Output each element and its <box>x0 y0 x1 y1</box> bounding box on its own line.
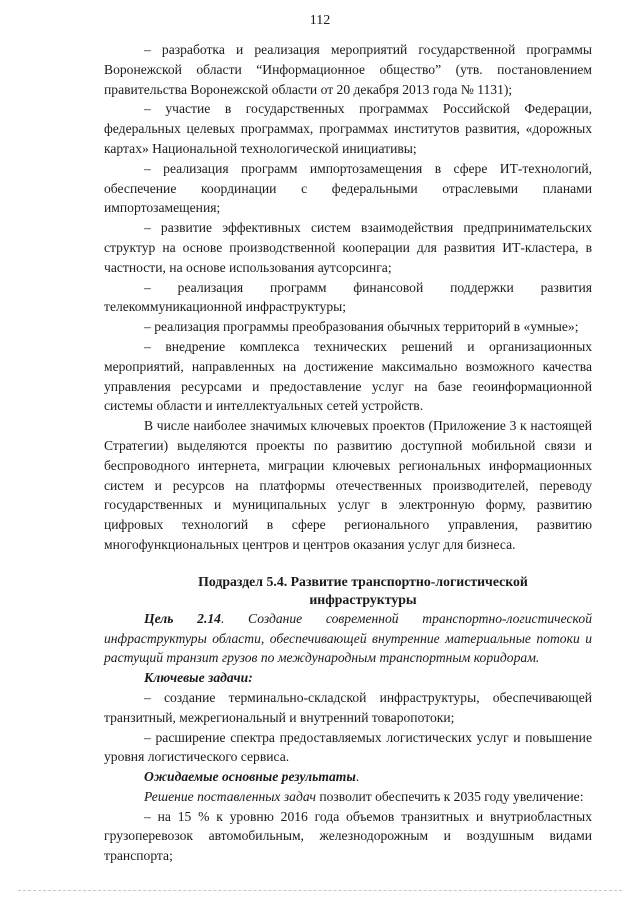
goal-text: . Создание современной транспортно-логистической инфраструктуры области, обеспечивающей внутренние материальные потоки и растущий транзит грузов по международным транспортным коридорам. <box>104 610 592 666</box>
key-projects-paragraph: В числе наиболее значимых ключевых проектов (Приложение 3 к настоящей Стратегии) выделяются проекты по развитию доступной мобильной связи и беспроводного интернета, миграции ключевых региональных информационных систем и ресурсов на платформы отечественных производителей, переводу государственных и муниципальных услуг в электронную форму, развитию цифровых технологий в сфере регионального управления, развитию многофункциональных центров и центров оказания услуг для бизнеса. <box>104 418 592 552</box>
results-intro-italic: Решение поставленных задач <box>144 788 316 804</box>
subsection-title-line: Подраздел 5.4. Развитие транспортно-логистической <box>198 573 528 589</box>
results-heading-paragraph <box>104 767 592 787</box>
bullet-item: – реализация программ финансовой поддержки развития телекоммуникационной инфраструктуры; <box>104 279 592 315</box>
subsection-title-line: инфраструктуры <box>309 591 417 607</box>
result-item: – на 15 % к уровню 2016 года объемов транзитных и внутриобластных грузоперевозок автомобильным, железнодорожным и воздушным видами транспорта; <box>104 808 592 864</box>
bullet-item: – реализация программ импортозамещения в сфере ИТ-технологий, обеспечение координации с федеральными отраслевыми планами импортозамещения; <box>104 160 592 216</box>
results-intro-paragraph <box>104 787 592 807</box>
results-heading: Ожидаемые основные результаты <box>144 769 356 785</box>
task-item: – расширение спектра предоставляемых логистических услуг и повышение уровня логистического сервиса. <box>104 729 592 765</box>
bullet-item: – развитие эффективных систем взаимодействия предпринимательских структур на основе производственной кооперации для развития ИТ-кластера, в частности, на основе использования аутсорсинга; <box>104 220 592 275</box>
subsection-title <box>104 573 592 609</box>
page-body <box>104 40 592 866</box>
results-intro-rest: позволит обеспечить к 2035 году увеличение: <box>315 788 584 804</box>
task-item: – создание терминально-складской инфраструктуры, обеспечивающей транзитный, межрегиональный и внутренний товаропотоки; <box>104 689 592 725</box>
bullet-item: – разработка и реализация мероприятий государственной программы Воронежской области “Информационное общество” (утв. постановлением правительства Воронежской области от 20 декабря 2013 года № 1131); <box>104 42 592 97</box>
bullet-item: – реализация программы преобразования обычных территорий в «умные»; <box>144 319 579 335</box>
bullet-item: – участие в государственных программах Российской Федерации, федеральных целевых программах, программах институтов развития, «дорожных картах» Национальной технологической инициативы; <box>104 101 592 156</box>
page-number: 112 <box>309 13 331 28</box>
footer-divider <box>18 890 622 891</box>
key-tasks-heading-paragraph <box>104 668 592 688</box>
bullet-item: – внедрение комплекса технических решений и организационных мероприятий, направленных на достижение максимально возможного качества управления ресурсами и предоставление услуг на базе геоинформационной системы области и интеллектуальных сетей устройств. <box>104 338 592 414</box>
key-tasks-heading: Ключевые задачи: <box>144 670 253 686</box>
results-heading-suffix: . <box>355 769 360 785</box>
goal-label: Цель 2.14 <box>144 610 221 626</box>
goal-paragraph <box>104 609 592 668</box>
